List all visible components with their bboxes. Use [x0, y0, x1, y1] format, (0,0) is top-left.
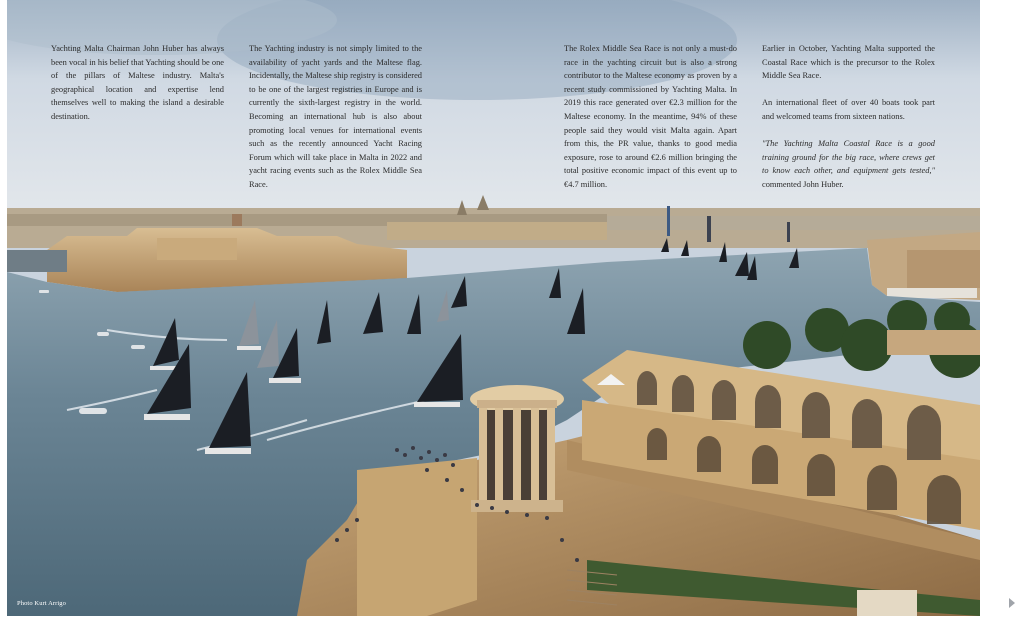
paragraph: An international fleet of over 40 boats took part and welcomed teams from sixteen nations.: [762, 98, 935, 121]
right-shore: [867, 232, 980, 300]
paragraph: The Yachting industry is not simply limited to the availability of yacht yards and the Maltese flag. Incidentally, the Maltese ship registry is considered to be one of the largest registries in Europe and is currently the sixth-largest registry in the world. Becoming an international hub is also about promoting local venues for international events such as the recently announced Yacht Racing Forum which will take place in Malta in 2022 and yacht racing events such as the Rolex Middle Sea Race.: [249, 44, 422, 189]
paragraph: Yachting Malta Chairman John Huber has always been vocal in his belief that Yachting should be one of the pillars of Maltese industry. Malta's geographical location and expertise lend themselves well to making the island a desirable destination.: [51, 44, 224, 121]
article-column-3: [564, 42, 737, 205]
quote-text: "The Yachting Malta Coastal Race is a good training ground for the big race, where crews get to know each other, and equipment gets tested,": [762, 139, 935, 176]
paragraph: Earlier in October, Yachting Malta supported the Coastal Race which is the precursor to the Rolex Middle Sea Race.: [762, 44, 935, 81]
siege-bell-memorial: [470, 385, 564, 512]
pull-quote: [762, 137, 935, 191]
quote-attribution: commented John Huber.: [762, 179, 844, 189]
photo-credit: Photo Kurt Arrigo: [17, 600, 67, 607]
article-column-2: [249, 42, 422, 205]
paragraph: The Rolex Middle Sea Race is not only a must-do race in the yachting circuit but is also a strong contributor to the Maltese economy as proven by a recent study commissioned by Yachting Malta. In 2019 this race generated over €2.3 million for the Maltese economy. In the meantime, 94% of these people said they would visit Malta again. Apart from this, the PR value, thanks to good media exposure, rose to around €2.6 million bringing the total positive economic impact of this event up to €4.7 million.: [564, 44, 737, 189]
article-column-1: [51, 42, 224, 137]
article-column-4: [762, 42, 935, 192]
triangle-right-icon: [1007, 597, 1017, 609]
next-page-button[interactable]: [1007, 594, 1017, 606]
magazine-spread: [7, 0, 980, 616]
